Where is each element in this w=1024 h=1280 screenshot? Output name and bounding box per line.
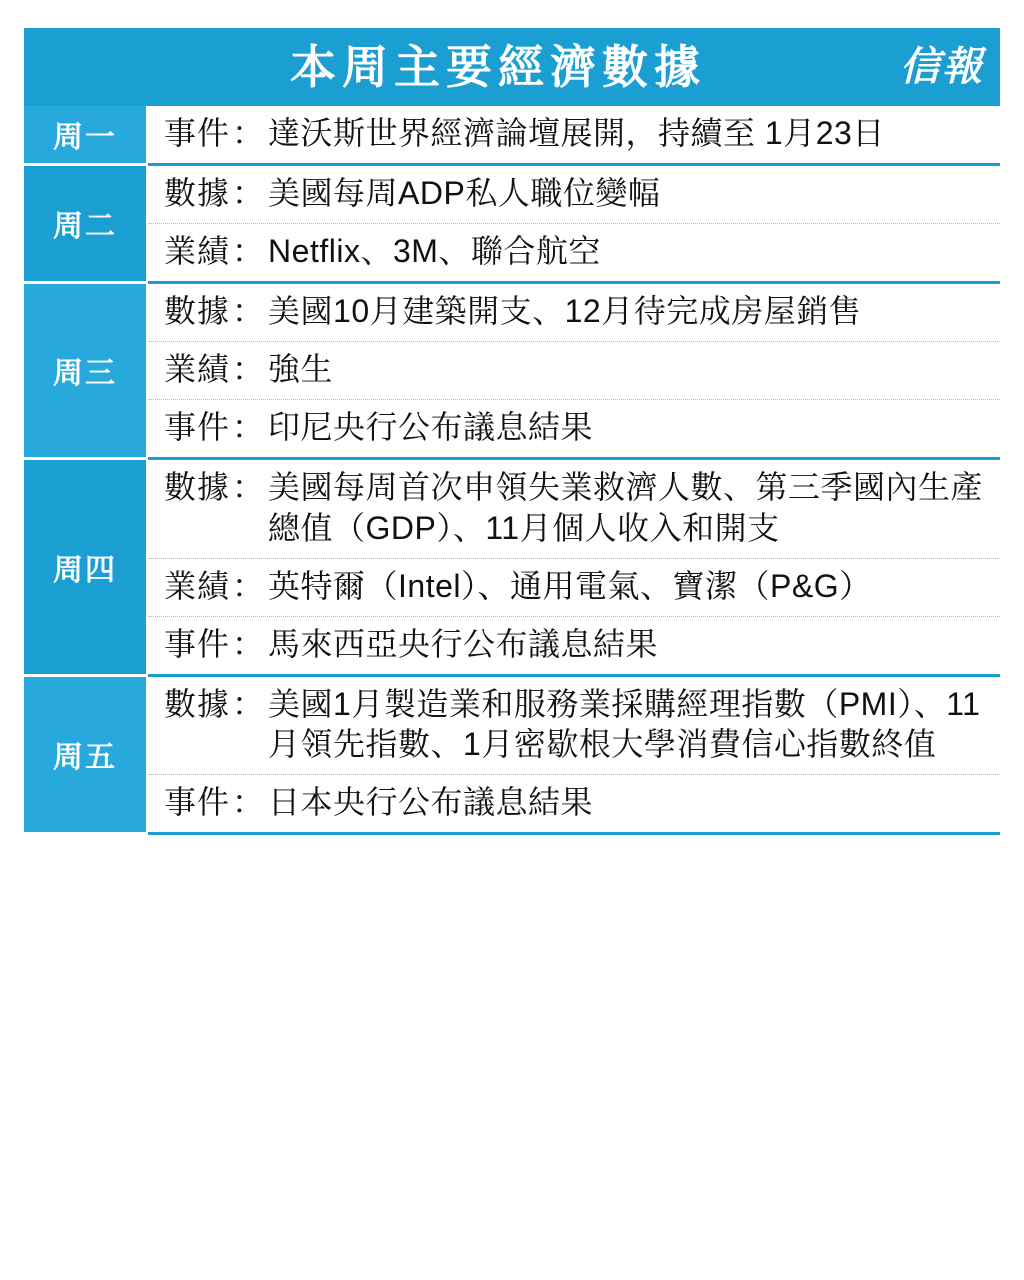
entry-text: 日本央行公布議息結果 <box>268 784 594 821</box>
table-row <box>24 399 1000 458</box>
day-cell-monday <box>24 106 147 164</box>
table-row <box>24 341 1000 399</box>
table-row <box>24 558 1000 616</box>
entry-colon: ： <box>232 232 265 269</box>
entry-label: 業績 <box>164 567 231 604</box>
entry-item <box>164 566 996 607</box>
entry-label: 事件 <box>164 625 231 662</box>
entry-cell <box>147 282 1000 341</box>
entry-text: 美國每周首次申領失業救濟人數、第三季國內生產總值（GDP）、11月個人收入和開支 <box>268 468 984 546</box>
entry-label: 業績 <box>164 350 231 387</box>
entry-item <box>164 291 996 332</box>
schedule-table-body <box>24 106 1000 834</box>
table-row <box>24 164 1000 223</box>
entry-colon: ： <box>232 468 265 505</box>
entry-cell <box>147 341 1000 399</box>
entry-item <box>164 173 996 214</box>
entry-item <box>164 407 996 448</box>
entry-colon: ： <box>232 408 265 445</box>
entry-label: 數據 <box>164 468 231 505</box>
entry-item <box>164 624 996 665</box>
entry-text: 馬來西亞央行公布議息結果 <box>268 625 659 662</box>
entry-colon: ： <box>232 625 265 662</box>
entry-text: 達沃斯世界經濟論壇展開，持續至 1月23日 <box>268 115 885 151</box>
entry-cell <box>147 775 1000 834</box>
entry-label: 事件 <box>164 408 231 445</box>
infographic-header <box>24 28 1000 106</box>
entry-colon: ： <box>232 115 265 151</box>
entry-colon: ： <box>232 174 265 211</box>
entry-text: 美國每周ADP私人職位變幅 <box>268 174 661 211</box>
entry-label: 數據 <box>164 685 231 722</box>
day-cell-tuesday <box>24 164 147 282</box>
day-label: 周五 <box>53 741 117 775</box>
entry-item <box>164 684 996 766</box>
day-label: 周二 <box>53 210 117 244</box>
entry-text: 強生 <box>268 350 334 387</box>
entry-text: 美國1月製造業和服務業採購經理指數（PMI）、11月領先指數、1月密歇根大學消費信心指數終值 <box>268 685 981 763</box>
entry-colon: ： <box>232 784 265 821</box>
entry-cell <box>147 223 1000 282</box>
entry-colon: ： <box>232 350 265 387</box>
entry-label: 數據 <box>164 174 231 211</box>
schedule-table <box>24 106 1000 835</box>
entry-text: Netflix、3M、聯合航空 <box>268 232 601 269</box>
table-row <box>24 106 1000 164</box>
entry-text: 印尼央行公布議息結果 <box>268 408 594 445</box>
page-title: 本周主要經濟數據 <box>290 41 706 93</box>
table-row <box>24 675 1000 775</box>
entry-label: 事件 <box>164 784 231 821</box>
day-cell-thursday <box>24 458 147 675</box>
entry-label: 業績 <box>164 232 231 269</box>
entry-cell <box>147 399 1000 458</box>
table-row <box>24 775 1000 834</box>
day-label: 周一 <box>53 121 117 155</box>
day-cell-wednesday <box>24 282 147 458</box>
entry-cell <box>147 558 1000 616</box>
day-cell-friday <box>24 675 147 834</box>
day-label: 周四 <box>53 553 117 587</box>
entry-item <box>164 349 996 390</box>
entry-cell <box>147 616 1000 675</box>
day-label: 周三 <box>53 357 117 391</box>
table-row <box>24 282 1000 341</box>
publisher-logo: 信報 <box>900 44 984 89</box>
entry-label: 事件 <box>164 115 231 151</box>
entry-cell <box>147 675 1000 775</box>
entry-item <box>164 231 996 272</box>
entry-item <box>164 467 996 549</box>
entry-colon: ： <box>232 292 265 329</box>
table-row <box>24 616 1000 675</box>
entry-text: 美國10月建築開支、12月待完成房屋銷售 <box>268 292 862 329</box>
entry-cell <box>147 164 1000 223</box>
entry-item <box>164 113 996 154</box>
entry-cell <box>147 106 1000 164</box>
entry-text: 英特爾（Intel）、通用電氣、寶潔（P&G） <box>268 567 872 604</box>
entry-colon: ： <box>232 685 265 722</box>
entry-cell <box>147 458 1000 558</box>
entry-colon: ： <box>232 567 265 604</box>
table-row <box>24 223 1000 282</box>
entry-label: 數據 <box>164 292 231 329</box>
entry-item <box>164 782 996 823</box>
table-row <box>24 458 1000 558</box>
